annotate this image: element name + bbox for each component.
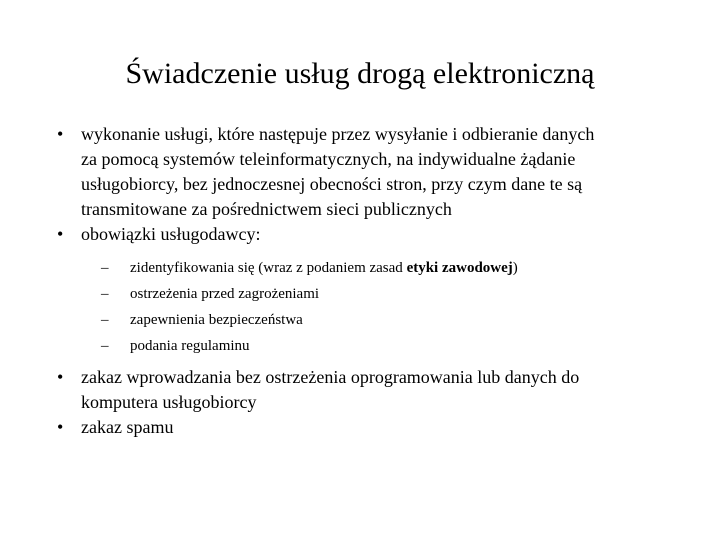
dash-icon: –	[101, 312, 109, 328]
bullet-line: usługobiorcy, bez jednoczesnej obecności stron, przy czym dane te są	[81, 174, 583, 194]
bullet-line: zakaz wprowadzania bez ostrzeżenia oprogramowania lub danych do	[81, 367, 580, 387]
bullet-icon: •	[57, 367, 64, 387]
bullet-icon: •	[57, 417, 64, 437]
sub-item	[57, 333, 697, 359]
sub-item-text: podania regulaminu	[130, 338, 250, 354]
sub-item-text: zapewnienia bezpieczeństwa	[130, 312, 303, 328]
sub-item-text-end: )	[512, 260, 518, 276]
slide-title: Świadczenie usług drogą elektroniczną	[125, 57, 595, 90]
slide-content	[57, 122, 697, 440]
bullet-line: obowiązki usługodawcy:	[81, 224, 261, 244]
bullet-item-obligations	[57, 222, 697, 247]
bullet-line: wykonanie usługi, które następuje przez wysyłanie i odbieranie danych	[81, 124, 595, 144]
bullet-item-malware-ban	[57, 365, 697, 415]
sub-item	[57, 307, 697, 333]
sub-item-text: ostrzeżenia przed zagrożeniami	[130, 286, 320, 302]
bullet-line: komputera usługobiorcy	[81, 392, 257, 412]
sub-item-text: zidentyfikowania się (wraz z podaniem zasad	[130, 260, 407, 276]
bullet-icon: •	[57, 224, 64, 244]
dash-icon: –	[101, 338, 109, 354]
sub-item-bold-text: etyki zawodowej	[406, 260, 513, 276]
dash-icon: –	[101, 260, 109, 276]
bullet-line: za pomocą systemów teleinformatycznych, na indywidualne żądanie	[81, 149, 576, 169]
sub-item	[57, 281, 697, 307]
dash-icon: –	[101, 286, 109, 302]
sub-item	[57, 255, 697, 281]
bullet-line: transmitowane za pośrednictwem sieci publicznych	[81, 199, 452, 219]
bullet-item-spam-ban	[57, 415, 697, 440]
bullet-line: zakaz spamu	[81, 417, 174, 437]
bullet-item-definition	[57, 122, 697, 222]
bullet-icon: •	[57, 124, 64, 144]
sub-list	[57, 255, 697, 359]
